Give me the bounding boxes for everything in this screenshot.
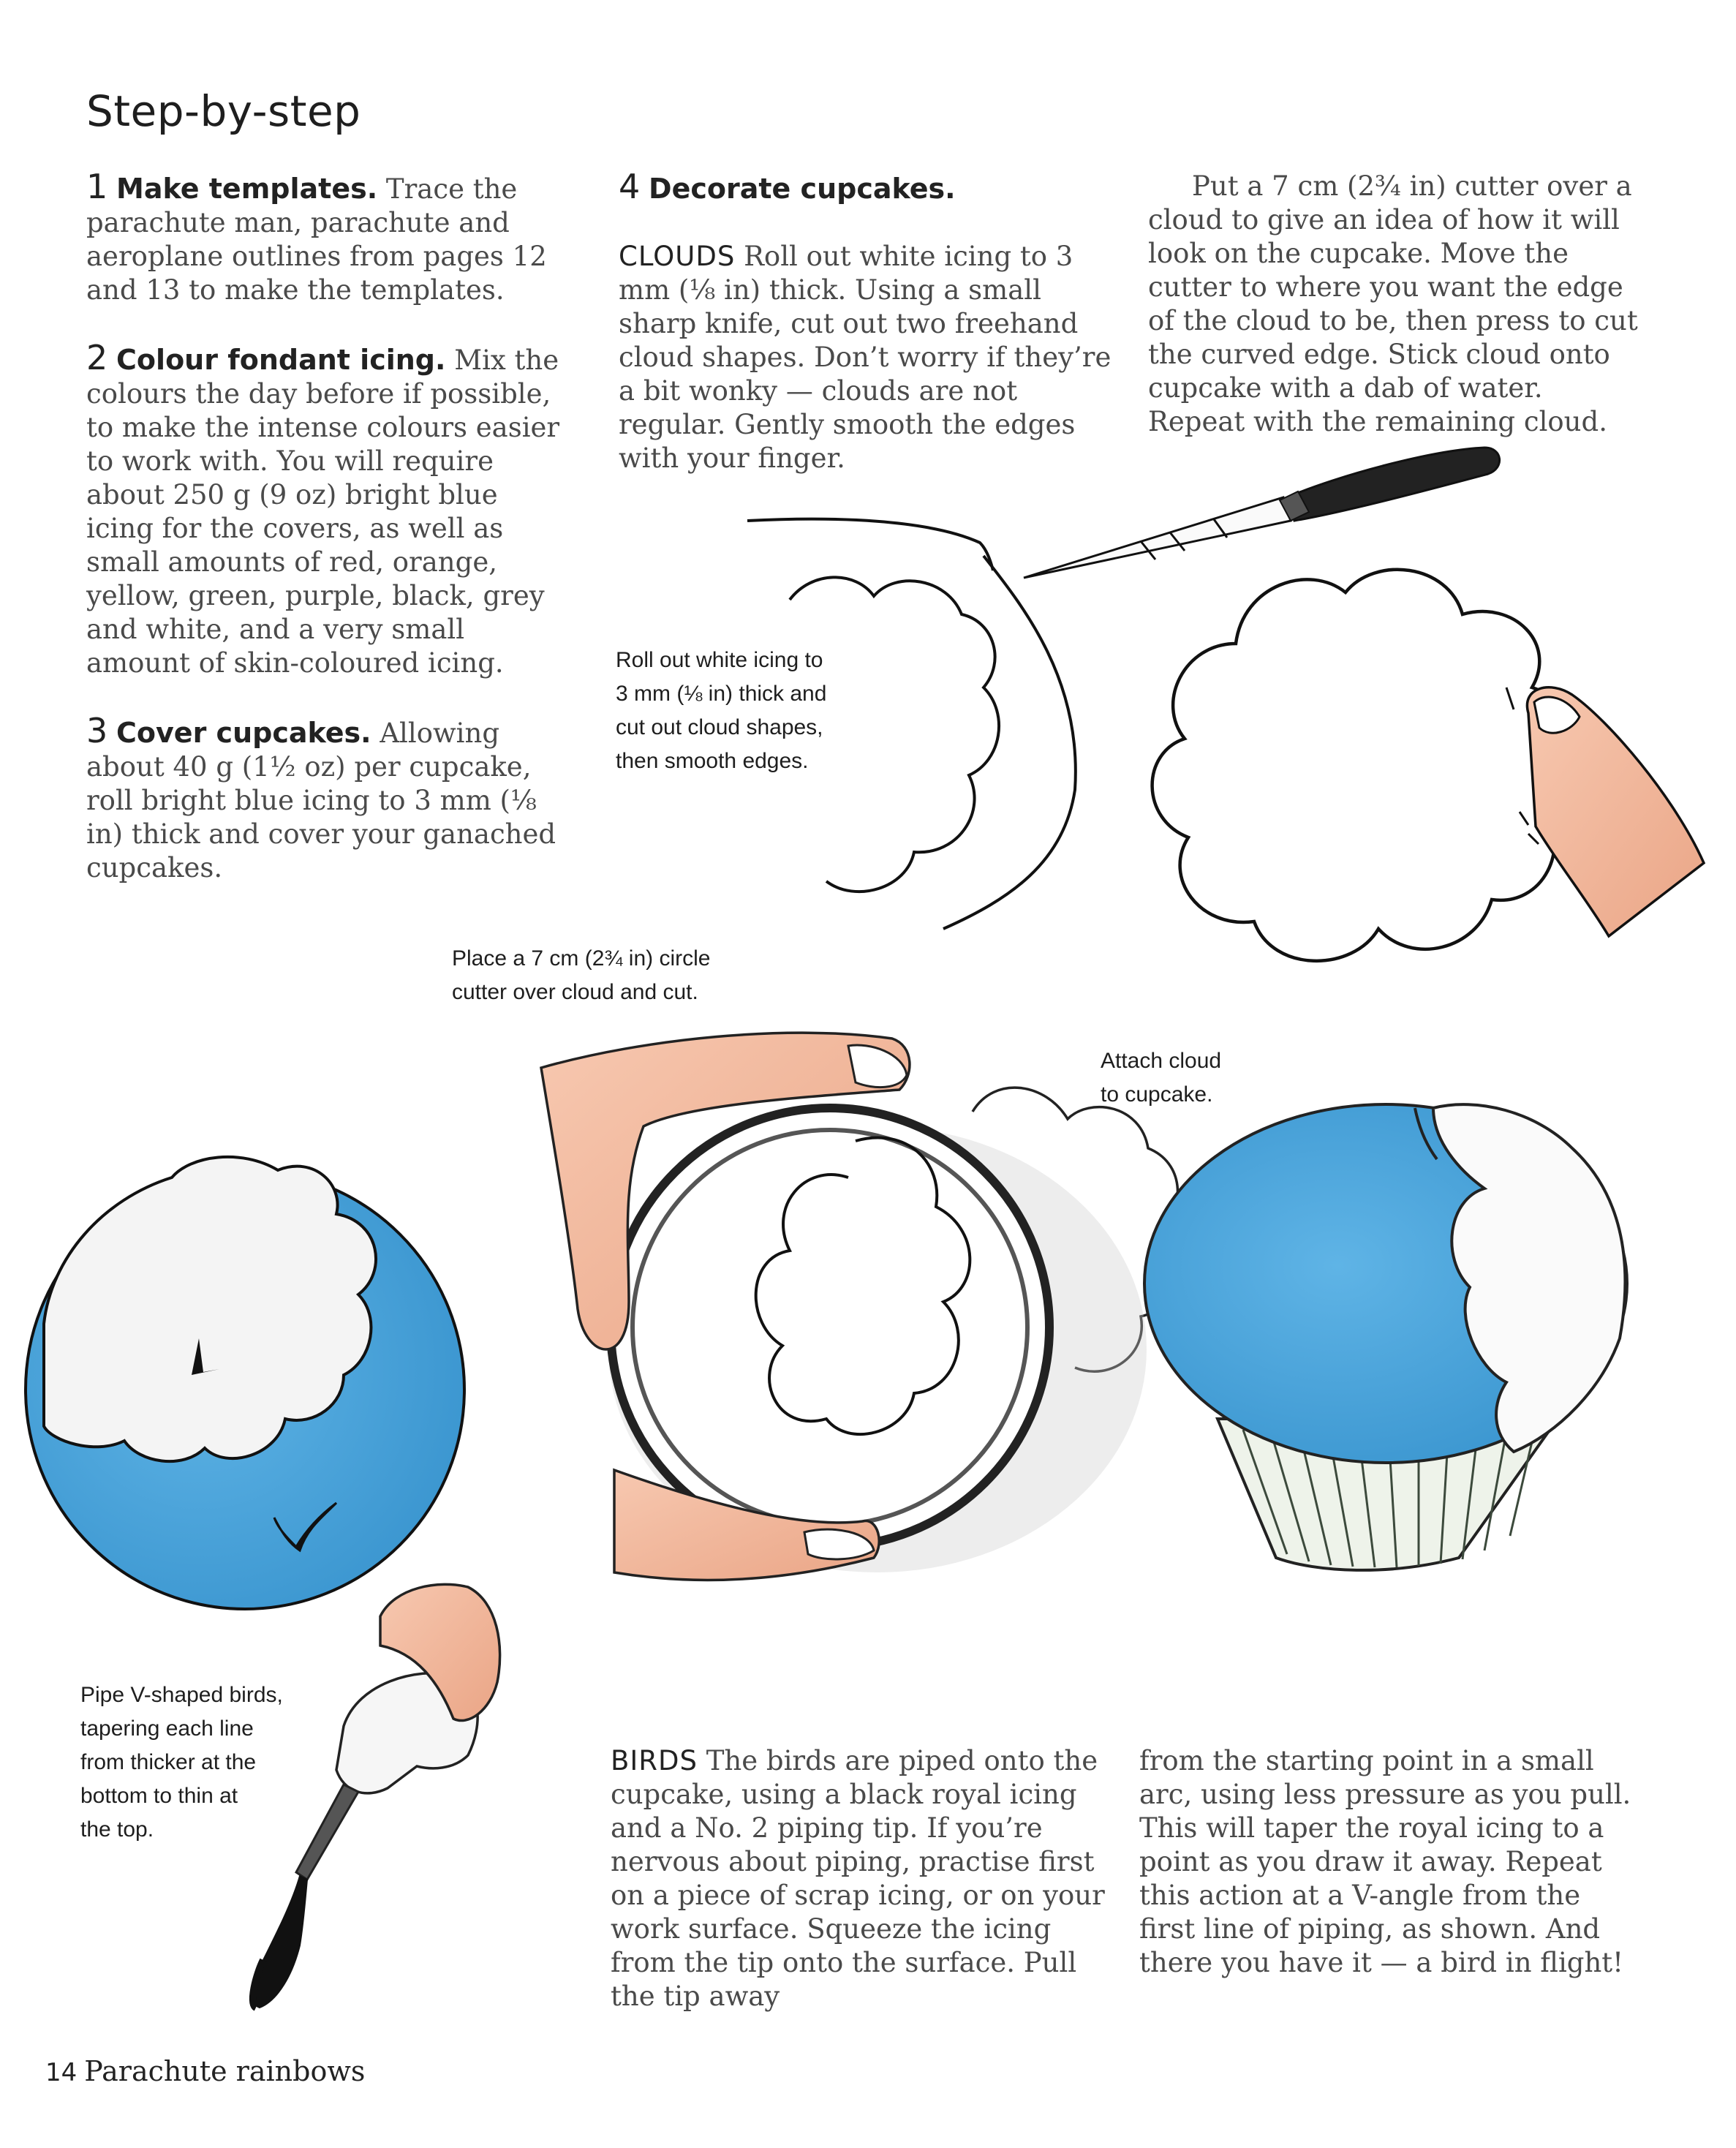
step-1-text: Trace the parachute man, parachute and aeroplane outlines from pages 12 and 13 to make the templates. xyxy=(86,173,547,306)
step-2-title: Colour fondant icing. xyxy=(116,344,446,376)
cloud-shape-large xyxy=(1152,570,1574,961)
cupcake-top-view xyxy=(26,1157,464,1609)
step-3-number: 3 xyxy=(86,711,108,750)
clouds-paragraph xyxy=(619,240,1116,475)
birds-paragraph-continued: from the starting point in a small arc, using less pressure as you pull. This will taper the royal icing to a point as you draw it away. Repeat this action at a V-angle from the first line of piping, as shown. And there you have it — a bird in flight! xyxy=(1139,1745,1631,1978)
step-3 xyxy=(86,711,565,885)
smoothing-finger xyxy=(1506,687,1704,936)
step-4 xyxy=(619,167,1116,206)
cutter-paragraph: Put a 7 cm (2¾ in) cutter over a cloud to give an idea of how it will look on the cupcake. Move the cutter to where you want the edge of the cloud to be, then press to cut the curved edge. Stick cloud onto cupcake with a dab of water. Repeat with the remaining cloud. xyxy=(1148,170,1638,437)
step-2-number: 2 xyxy=(86,338,108,377)
clouds-label: CLOUDS xyxy=(619,241,736,272)
page-number: 14 xyxy=(45,2058,78,2087)
caption-pipe-birds: Pipe V-shaped birds, tapering each line from thicker at the bottom to thin at the top. xyxy=(80,1683,283,1842)
clouds-text: Roll out white icing to 3 mm (⅛ in) thick. Using a small sharp knife, cut out two freehand cloud shapes. Don’t worry if they’re a bit wonky — clouds are not regular. Gently smooth the edges with your finger. xyxy=(619,241,1112,474)
step-4-number: 4 xyxy=(619,167,641,206)
step-1-title: Make templates. xyxy=(116,173,378,205)
birds-label: BIRDS xyxy=(611,1745,698,1776)
step-4-title: Decorate cupcakes. xyxy=(649,173,956,205)
step-2-text: Mix the colours the day before if possible, to make the intense colours easier to work with. You will require about 250 g (9 oz) bright blue icing for the covers, as well as small amounts of red, orange, yellow, green, purple, black, grey and white, and a very small amount of skin-coloured icing. xyxy=(86,344,560,679)
steps-column-1 xyxy=(86,167,565,919)
caption-attach-cloud: Attach cloud to cupcake. xyxy=(1101,1049,1222,1107)
page-heading: Step-by-step xyxy=(86,86,361,136)
finished-cupcake xyxy=(1144,1104,1627,1570)
step-3-text: Allowing about 40 g (1½ oz) per cupcake, roll bright blue icing to 3 mm (⅛ in) thick and cover your ganached cupcakes. xyxy=(86,717,556,883)
birds-text: The birds are piped onto the cupcake, using a black royal icing and a No. 2 piping tip. If you’re nervous about piping, practise first on a piece of scrap icing, or on your work surface. Squeeze the icing from the tip onto the surface. Pull the tip away xyxy=(611,1745,1105,2012)
chapter-title: Parachute rainbows xyxy=(84,2055,366,2087)
steps-column-2 xyxy=(619,167,1116,509)
birds-column-1 xyxy=(611,1744,1108,2047)
step-3-title: Cover cupcakes. xyxy=(116,717,371,749)
step-1 xyxy=(86,167,565,307)
birds-paragraph xyxy=(611,1744,1108,2013)
page-footer xyxy=(45,2055,365,2087)
caption-roll-out: Roll out white icing to 3 mm (⅛ in) thick and cut out cloud shapes, then smooth edges. xyxy=(616,648,827,773)
birds-column-2 xyxy=(1139,1744,1637,2013)
circle-cutter-illustration xyxy=(541,1033,1177,1580)
cutter-column xyxy=(1148,170,1645,472)
piping-bag-illustration xyxy=(252,1584,499,2008)
caption-place-cutter: Place a 7 cm (2¾ in) circle cutter over cloud and cut. xyxy=(452,946,711,1004)
step-2 xyxy=(86,338,565,680)
step-1-number: 1 xyxy=(86,167,108,206)
